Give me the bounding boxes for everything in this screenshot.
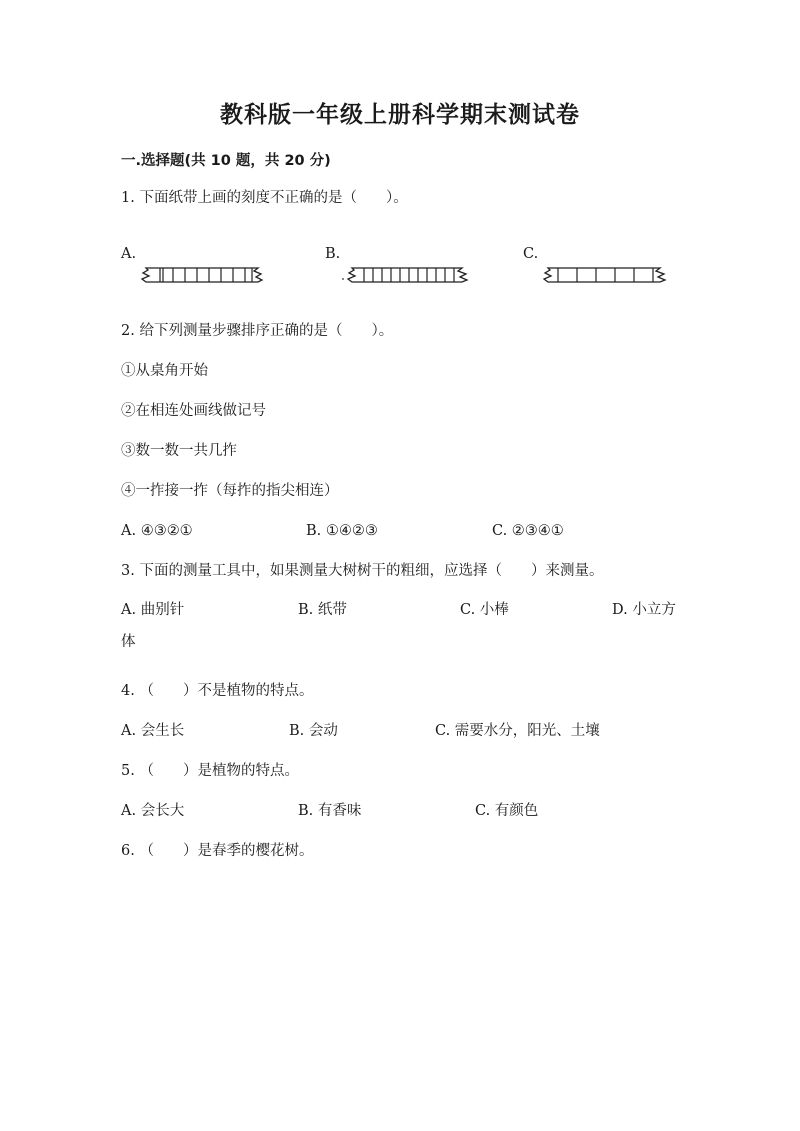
q1-option-a-label: A. — [121, 246, 137, 262]
q2-option-c: C. ②③④① — [492, 523, 564, 539]
q5-option-c: C. 有颜色 — [475, 803, 539, 819]
question-4: 4. （ ）不是植物的特点。 — [121, 683, 314, 699]
paper-strip-c — [540, 262, 672, 288]
section-heading: 一.选择题(共 10 题，共 20 分) — [121, 153, 331, 169]
q3-option-d-wrap: 体 — [121, 634, 136, 650]
q2-step-1: ①从桌角开始 — [121, 363, 208, 379]
q3-option-d: D. 小立方 — [612, 602, 676, 618]
q2-step-4: ④一拃接一拃（每拃的指尖相连） — [121, 483, 339, 499]
question-6: 6. （ ）是春季的樱花树。 — [121, 843, 314, 859]
q1-option-c-label: C. — [523, 246, 539, 262]
q1-option-b-label: B. — [325, 246, 341, 262]
q4-option-a: A. 会生长 — [121, 723, 185, 739]
q4-option-b: B. 会动 — [289, 723, 338, 739]
question-5: 5. （ ）是植物的特点。 — [121, 763, 299, 779]
question-1: 1. 下面纸带上画的刻度不正确的是（ ）。 — [121, 190, 408, 206]
q2-option-b: B. ①④②③ — [306, 523, 378, 539]
q5-option-a: A. 会长大 — [121, 803, 185, 819]
paper-strip-b — [340, 262, 472, 288]
question-2: 2. 给下列测量步骤排序正确的是（ ）。 — [121, 323, 394, 339]
q2-option-a: A. ④③②① — [121, 523, 193, 539]
q2-step-2: ②在相连处画线做记号 — [121, 403, 266, 419]
q5-option-b: B. 有香味 — [298, 803, 362, 819]
q2-step-3: ③数一数一共几拃 — [121, 443, 237, 459]
q4-option-c: C. 需要水分，阳光、土壤 — [435, 723, 600, 739]
q3-option-a: A. 曲别针 — [121, 602, 185, 618]
paper-strip-a — [140, 262, 270, 288]
q3-option-b: B. 纸带 — [298, 602, 347, 618]
page-title: 教科版一年级上册科学期末测试卷 — [220, 102, 580, 128]
q3-option-c: C. 小棒 — [460, 602, 509, 618]
question-3: 3. 下面的测量工具中，如果测量大树树干的粗细，应选择（ ）来测量。 — [121, 563, 604, 579]
